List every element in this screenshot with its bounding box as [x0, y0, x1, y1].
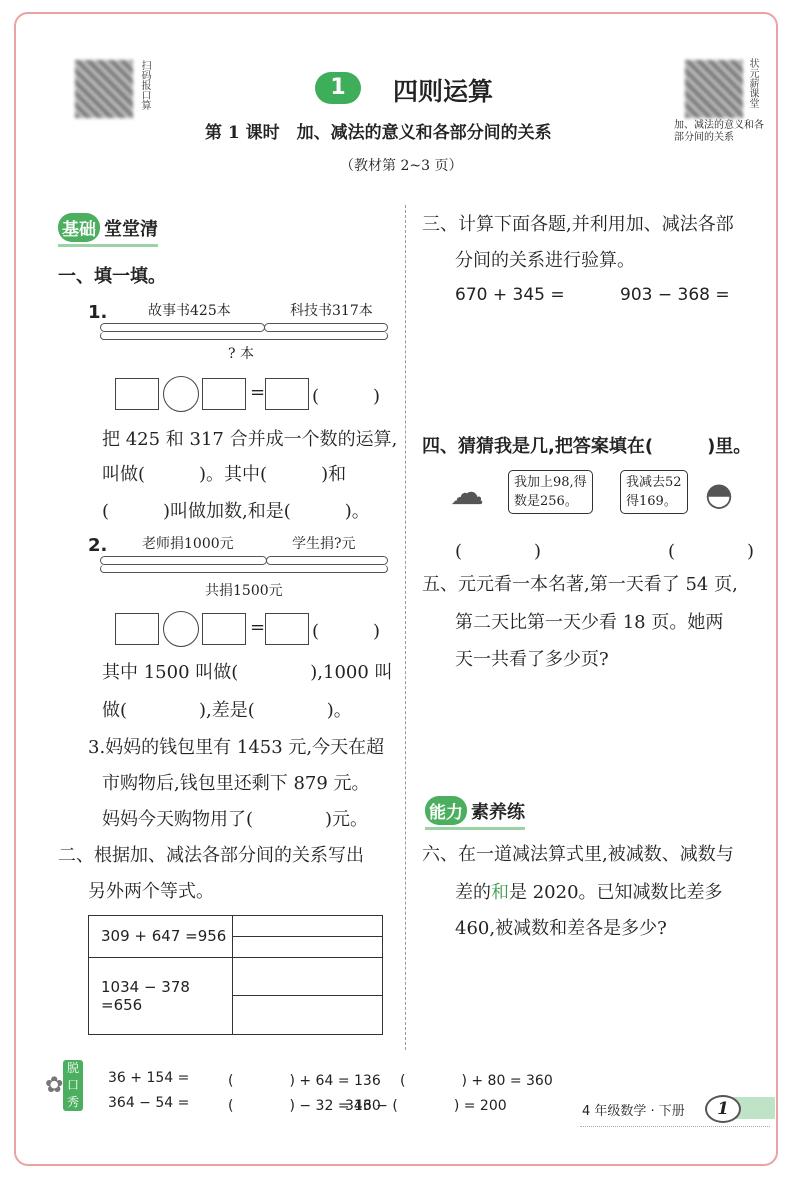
q1-item1-line3: ( )叫做加数,和是( )。 [102, 501, 370, 522]
q5-line2: 第二天比第一天少看 18 页。她两 [455, 612, 724, 633]
diagram-right-label: 学生捐?元 [292, 536, 356, 552]
brace-total [100, 565, 388, 573]
q1-item3-line3: 妈妈今天购物用了( )元。 [102, 809, 369, 830]
diagram-left-label: 老师捐1000元 [142, 536, 234, 552]
qr-left-label: 扫码报口算 [139, 60, 150, 110]
brace-left [100, 323, 265, 332]
q1-item1-line2: 叫做( )。其中( )和 [102, 464, 347, 485]
section-badge: 基础 [58, 213, 100, 242]
q6-text: 是 2020。已知减数比差多 [509, 882, 723, 903]
oral-1-1: 36 + 154 = [108, 1070, 190, 1086]
q3-line1: 三、计算下面各题,并利用加、减法各部 [422, 214, 734, 235]
qr-code-right [685, 60, 743, 118]
section-label: 素养练 [471, 801, 525, 823]
column-divider [405, 205, 406, 1050]
diagram-left-label: 故事书425本 [148, 303, 231, 319]
equals-sign: = [250, 382, 266, 403]
answer-box[interactable] [265, 378, 309, 410]
unit-blank[interactable]: ( ) [312, 621, 381, 642]
q4-answer-2[interactable]: ( ) [668, 541, 755, 562]
q4-title: 四、猜猜我是几,把答案填在( )里。 [422, 436, 752, 457]
answer-box[interactable] [265, 613, 309, 645]
brace-left [100, 556, 267, 565]
q1-item3-line1: 3.妈妈的钱包里有 1453 元,今天在超 [88, 737, 385, 758]
q4-answer-1[interactable]: ( ) [455, 541, 542, 562]
q6-line1: 六、在一道减法算式里,被减数、减数与 [422, 844, 734, 865]
q6-text: 差的 [455, 882, 491, 903]
diagram-right-label: 科技书317本 [290, 303, 373, 319]
unit-blank[interactable]: ( ) [312, 386, 381, 407]
footer-rule [580, 1126, 770, 1127]
bubble-1-line1: 我加上98,得 [514, 475, 587, 490]
q1-item1-line1: 把 425 和 317 合并成一个数的运算, [102, 429, 398, 450]
equation-table [88, 915, 383, 1035]
section-basic-header [58, 213, 158, 247]
oral-practice-tag: 脱口秀 [63, 1060, 83, 1111]
brace-right [264, 323, 388, 332]
answer-box[interactable] [202, 613, 246, 645]
table-cell-answer[interactable] [233, 916, 383, 937]
q3-expr-2: 903 − 368 = [620, 285, 730, 305]
bubble-1-line2: 数是256。 [514, 494, 578, 509]
q2-line2: 另外两个等式。 [88, 881, 214, 902]
unit-number-badge: 1 [315, 72, 361, 104]
diagram-total-label: ? 本 [228, 346, 254, 362]
diagram-total-label: 共捐1500元 [205, 583, 283, 599]
answer-box[interactable] [115, 613, 159, 645]
qr-code-left [75, 60, 133, 118]
unit-title: 四则运算 [393, 77, 494, 106]
q1-item2-line1: 其中 1500 叫做( ),1000 叫 [102, 662, 393, 683]
operator-circle[interactable] [163, 611, 199, 647]
q5-line1: 五、元元看一本名著,第一天看了 54 页, [422, 574, 738, 595]
q1-item2-line2: 做( ),差是( )。 [102, 700, 352, 721]
page-number: 1 [705, 1095, 741, 1123]
equals-sign: = [250, 617, 266, 638]
egg-character-icon: ◓ [705, 475, 733, 513]
q1-item2-number: 2. [88, 535, 108, 556]
section-label: 堂堂清 [104, 218, 158, 240]
table-cell-answer[interactable] [233, 996, 383, 1035]
table-cell-given: 309 + 647 =956 [89, 916, 233, 958]
speech-bubble-2 [620, 470, 688, 514]
table-cell-answer[interactable] [233, 936, 383, 957]
qr-right-label: 状元薪课堂 [747, 58, 758, 108]
cloud-character-icon: ☁ [450, 473, 484, 513]
table-cell-given: 1034 − 378 =656 [89, 957, 233, 1034]
bubble-2-line1: 我减去52 [626, 475, 682, 490]
answer-box[interactable] [202, 378, 246, 410]
section-ability-header [425, 796, 525, 830]
q1-title: 一、填一填。 [58, 266, 166, 287]
bubble-2-line2: 得169。 [626, 494, 677, 509]
book-label: 4 年级数学 · 下册 [582, 1104, 685, 1119]
oral-1-3[interactable]: ( ) + 80 = 360 [400, 1073, 553, 1089]
q3-line2: 分间的关系进行验算。 [455, 250, 635, 271]
lesson-title: 第 1 课时 加、减法的意义和各部分间的关系 [205, 123, 552, 143]
table-cell-answer[interactable] [233, 957, 383, 996]
section-badge: 能力 [425, 796, 467, 825]
q2-line1: 二、根据加、减法各部分间的关系写出 [58, 845, 364, 866]
q6-line2 [455, 878, 723, 904]
q6-line3: 460,被减数和差各是多少? [455, 918, 667, 939]
qr-right-caption: 加、减法的意义和各部分间的关系 [674, 120, 764, 143]
q5-line3: 天一共看了多少页? [455, 649, 609, 670]
speech-bubble-1 [508, 470, 593, 514]
oral-2-2[interactable]: ( ) − 32 = 130 [228, 1098, 381, 1114]
brace-right [266, 556, 388, 565]
q3-expr-1: 670 + 345 = [455, 285, 565, 305]
operator-circle[interactable] [163, 376, 199, 412]
oral-2-3[interactable]: 346 − ( ) = 200 [345, 1098, 507, 1114]
q1-item1-number: 1. [88, 302, 108, 323]
q1-item3-line2: 市购物后,钱包里还剩下 879 元。 [102, 773, 370, 794]
oral-2-1: 364 − 54 = [108, 1095, 190, 1111]
mascot-icon: ✿ [45, 1073, 64, 1098]
oral-1-2[interactable]: ( ) + 64 = 136 [228, 1073, 381, 1089]
textbook-pages: （教材第 2~3 页） [340, 158, 463, 174]
brace-total [100, 332, 388, 340]
q6-highlight: 和 [491, 882, 509, 903]
answer-box[interactable] [115, 378, 159, 410]
